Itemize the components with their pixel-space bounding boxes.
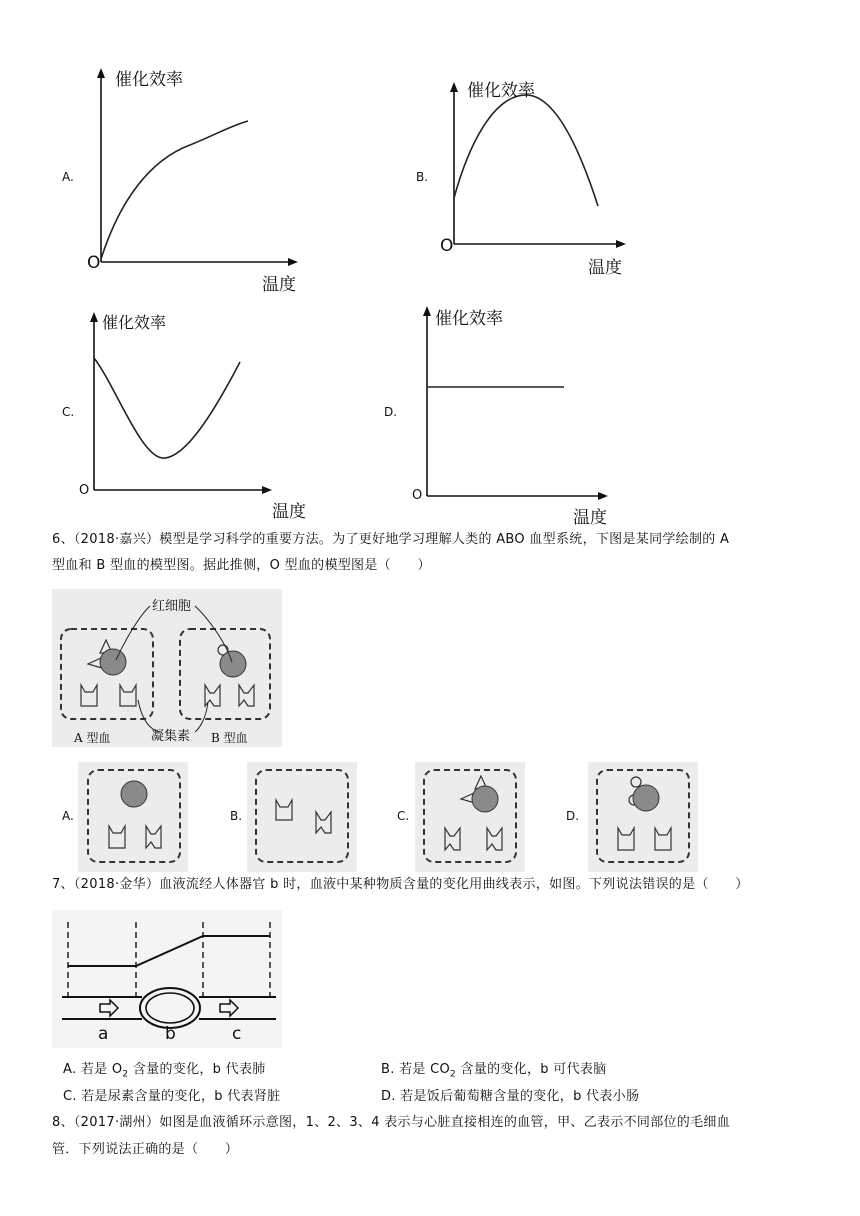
q8-text-line1: 8、（2017·湖州）如图是血液循环示意图，1、2、3、4 表示与心脏直接相连的血管，甲、乙表示不同部位的毛细血 <box>52 1115 731 1130</box>
q7-label-a: a <box>98 1024 109 1044</box>
option-d-label: D. <box>384 405 398 419</box>
q8-text-line2: 管．下列说法正确的是（ ） <box>52 1142 239 1157</box>
q6-a-blood-label: A 型血 <box>74 731 111 745</box>
graph-d-x-label: 温度 <box>573 508 607 528</box>
option-b-label: B. <box>416 170 429 184</box>
graph-d-origin: O <box>412 488 423 503</box>
q7-option-d: D. 若是饭后葡萄糖含量的变化，b 代表小肠 <box>381 1089 640 1104</box>
q7-label-b: b <box>165 1024 176 1044</box>
q6-red-cell-label: 红细胞 <box>152 599 192 614</box>
graph-b-x-label: 温度 <box>588 258 622 278</box>
graph-b-y-label: 催化效率 <box>467 81 535 101</box>
graph-c-y-label: 催化效率 <box>102 313 167 332</box>
q6-text-line1: 6、（2018·嘉兴）模型是学习科学的重要方法。为了更好地学习理解人类的 ABO 血型系统，下图是某同学绘制的 A <box>52 532 730 547</box>
graph-a-x-label: 温度 <box>262 275 296 295</box>
graph-d-y-label: 催化效率 <box>435 309 503 329</box>
q6-option-d-label: D. <box>566 809 580 823</box>
q6-agglutinin-label: 凝集素 <box>151 729 191 744</box>
q6-option-b-label: B. <box>230 809 243 823</box>
graph-a-origin: O <box>87 253 101 273</box>
q7-option-b: B. 若是 $CO_2$ 含量的变化，b 可代表脑 <box>381 1062 607 1080</box>
q6-option-c-label: C. <box>397 809 410 823</box>
q7-option-c: C. 若是尿素含量的变化，b 代表肾脏 <box>63 1089 281 1104</box>
graph-c-origin: O <box>79 483 90 498</box>
q7-option-a: A. 若是 $O_2$ 含量的变化，b 代表肺 <box>63 1062 266 1080</box>
q6-option-a-label: A. <box>62 809 74 823</box>
q6-b-blood-label: B 型血 <box>211 731 248 745</box>
q6-text-line2: 型血和 B 型血的模型图。据此推侧，O 型血的模型图是（ ） <box>52 558 431 573</box>
option-a-label: A. <box>62 170 74 184</box>
q7-curve <box>68 936 270 966</box>
option-c-label: C. <box>62 405 75 419</box>
graph-a-y-label: 催化效率 <box>115 70 183 90</box>
graph-b-origin: O <box>440 236 454 256</box>
graph-c-x-label: 温度 <box>272 502 306 522</box>
q7-text: 7、（2018·金华）血液流经人体器官 b 时，血液中某种物质含量的变化用曲线表示，如图。下列说法错误的是（ ） <box>52 877 749 892</box>
q7-label-c: c <box>232 1024 242 1044</box>
